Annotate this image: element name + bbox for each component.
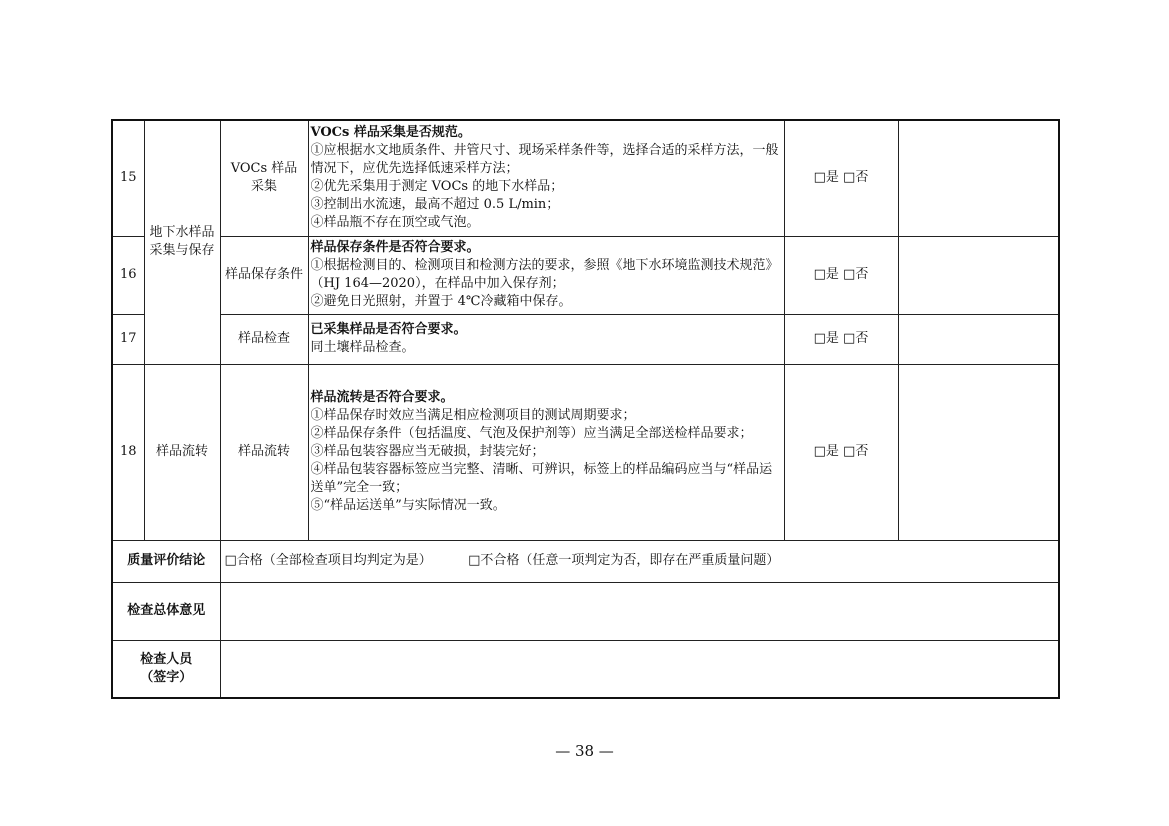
judgement-cell[interactable]: [784, 364, 898, 540]
requirement-line: ③控制出水流速，最高不超过 0.5 L/min；: [310, 197, 560, 213]
overall-opinion-label: 检查总体意见: [112, 582, 220, 640]
pass-checkbox[interactable]: □合格（全部检查项目均判定为是）: [224, 553, 432, 568]
requirement-line: ①根据检测目的、检测项目和检测方法的要求，参照《地下水环境监测技术规范》（HJ 164—2020），在样品中加入保存剂；: [310, 258, 779, 291]
requirement-cell: [308, 364, 784, 540]
yes-no-checkboxes[interactable]: □是 □否: [813, 331, 869, 346]
requirement-heading: VOCs 样品采集是否规范。: [310, 125, 471, 141]
overall-opinion-row: [112, 582, 1059, 640]
row-number: 18: [112, 364, 144, 540]
inspection-table: [111, 119, 1060, 699]
requirement-line: ②优先采集用于测定 VOCs 的地下水样品；: [310, 179, 564, 195]
table-row: [112, 314, 1059, 364]
row-number: 16: [112, 236, 144, 314]
requirement-line: ⑤“样品运送单”与实际情况一致。: [310, 498, 506, 513]
row-number: 15: [112, 120, 144, 236]
overall-opinion-field[interactable]: [220, 582, 1059, 640]
signature-label-line: （签字）: [140, 669, 193, 685]
requirement-line: ①应根据水文地质条件、井管尺寸、现场采样条件等，选择合适的采样方法，一般情况下，应优先选择低速采样方法；: [310, 143, 779, 177]
requirement-line: ②避免日光照射，并置于 4℃冷藏箱中保存。: [310, 294, 572, 309]
conclusion-row: [112, 540, 1059, 582]
requirement-cell: [308, 120, 784, 236]
requirement-line: 同土壤样品检查。: [310, 340, 415, 355]
conclusion-label: 质量评价结论: [112, 540, 220, 582]
item-name: 样品流转: [220, 364, 308, 540]
requirement-line: ①样品保存时效应当满足相应检测项目的测试周期要求；: [310, 408, 636, 423]
requirement-heading: 样品保存条件是否符合要求。: [310, 240, 480, 255]
item-name: 样品检查: [220, 314, 308, 364]
table-row: [112, 364, 1059, 540]
requirement-cell: [308, 236, 784, 314]
requirement-heading: 样品流转是否符合要求。: [310, 390, 454, 405]
table-row: [112, 236, 1059, 314]
category-cell: 样品流转: [144, 364, 220, 540]
requirement-line: ④样品包装容器标签应当完整、清晰、可辨识，标签上的样品编码应当与“样品运送单”完全一致；: [310, 462, 773, 495]
page-number: — 38 —: [555, 742, 614, 760]
requirement-cell: [308, 314, 784, 364]
yes-no-checkboxes[interactable]: □是 □否: [813, 267, 869, 282]
yes-no-checkboxes[interactable]: □是 □否: [813, 444, 869, 459]
inspection-table-container: [111, 119, 1060, 699]
judgement-cell[interactable]: [784, 236, 898, 314]
judgement-cell[interactable]: [784, 314, 898, 364]
requirement-line: ②样品保存条件（包括温度、气泡及保护剂等）应当满足全部送检样品要求；: [310, 426, 753, 441]
table-row: [112, 120, 1059, 236]
remarks-cell[interactable]: [898, 236, 1059, 314]
requirement-line: ④样品瓶不存在顶空或气泡。: [310, 215, 480, 231]
fail-checkbox[interactable]: □不合格（任意一项判定为否，即存在严重质量问题）: [468, 553, 780, 568]
requirement-heading: 已采集样品是否符合要求。: [310, 322, 467, 337]
inspector-signature-field[interactable]: [220, 640, 1059, 698]
item-name: 样品保存条件: [220, 236, 308, 314]
inspector-label: [112, 640, 220, 698]
inspector-label-line: 检查人员: [140, 651, 193, 667]
remarks-cell[interactable]: [898, 314, 1059, 364]
row-number: 17: [112, 314, 144, 364]
requirement-line: ③样品包装容器应当无破损，封装完好；: [310, 444, 545, 459]
item-name: VOCs 样品采集: [220, 120, 308, 236]
inspector-row: [112, 640, 1059, 698]
yes-no-checkboxes[interactable]: □是 □否: [813, 170, 869, 186]
conclusion-options: [220, 540, 1059, 582]
remarks-cell[interactable]: [898, 364, 1059, 540]
remarks-cell[interactable]: [898, 120, 1059, 236]
judgement-cell[interactable]: [784, 120, 898, 236]
category-cell: 地下水样品采集与保存: [144, 120, 220, 364]
